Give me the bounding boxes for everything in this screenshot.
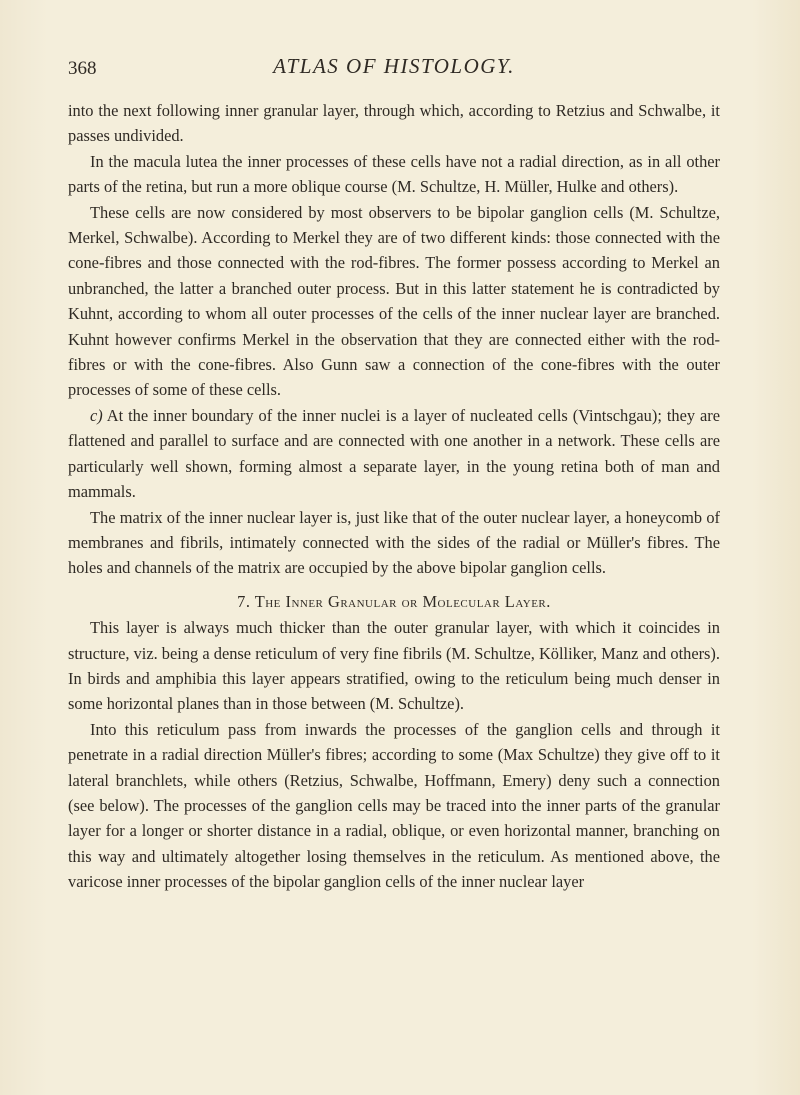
item-label-c: c) — [90, 405, 103, 425]
paragraph-c — [68, 403, 720, 505]
page-header — [68, 52, 720, 82]
paragraph-continued: into the next following inner granular layer, through which, according to Retzius and Schwalbe, it passes undivided. — [68, 101, 720, 146]
paragraph-layer-structure: This layer is always much thicker than the outer granular layer, with which it coincides in structure, viz. being a dense reticulum of very fine fibrils (M. Schultze, Kölliker, Manz and others). In birds and amphibia this layer appears stratified, owing to the reticulum being much denser in some horizontal planes than in those between (M. Schultze). — [68, 618, 720, 714]
body-text — [68, 98, 720, 895]
page-number: 368 — [68, 58, 97, 79]
section-heading: 7. The Inner Granular or Molecular Layer. — [237, 591, 551, 611]
running-title: ATLAS OF HISTOLOGY. — [273, 54, 515, 78]
paragraph-matrix: The matrix of the inner nuclear layer is, just like that of the outer nuclear layer, a honeycomb of membranes and fibrils, intimately connected with the sides of the radial or Müller's fibres. The holes and channels of the matrix are occupied by the above bipolar ganglion cells. — [68, 507, 720, 578]
paragraph-macula-lutea: In the macula lutea the inner processes of these cells have not a radial direction, as in all other parts of the retina, but run a more oblique course (M. Schultze, H. Müller, Hulke and others). — [68, 151, 720, 197]
paragraph-reticulum: Into this reticulum pass from inwards the processes of the ganglion cells and through it penetrate in a radial direction Müller's fibres; according to some (Max Schultze) they give off to it lateral branchlets, while others (Retzius, Schwalbe, Hoffmann, Emery) deny such a connection (see below). The processes of the ganglion cells may be traced into the inner parts of the granular layer for a longer or shorter distance in a radial, oblique, or even horizontal manner, branching on this way and ultimately altogether losing themselves in the reticulum. As mentioned above, the varicose inner processes of the bipolar ganglion cells of the inner nuclear layer — [68, 719, 720, 892]
paragraph-c-text: At the inner boundary of the inner nuclei is a layer of nucleated cells (Vintschgau); they are flattened and parallel to surface and are connected with one another in a network. These cells are particularly well shown, forming almost a separate layer, in the young retina both of man and mammals. — [68, 405, 720, 502]
paragraph-bipolar-cells: These cells are now considered by most observers to be bipolar ganglion cells (M. Schultze, Merkel, Schwalbe). According to Merkel they are of two different kinds: those connected with the cone-fibres and those connected with the rod-fibres. The former possess according to Merkel an unbranched, the latter a branched outer process. But in this latter statement he is contradicted by Kuhnt, according to whom all outer processes of the cells of the inner nuclear layer are branched. Kuhnt however confirms Merkel in the observation that they are connected either with the rod-fibres or with the cone-fibres. Also Gunn saw a connection of the cone-fibres with the outer processes of some of these cells. — [68, 202, 720, 400]
